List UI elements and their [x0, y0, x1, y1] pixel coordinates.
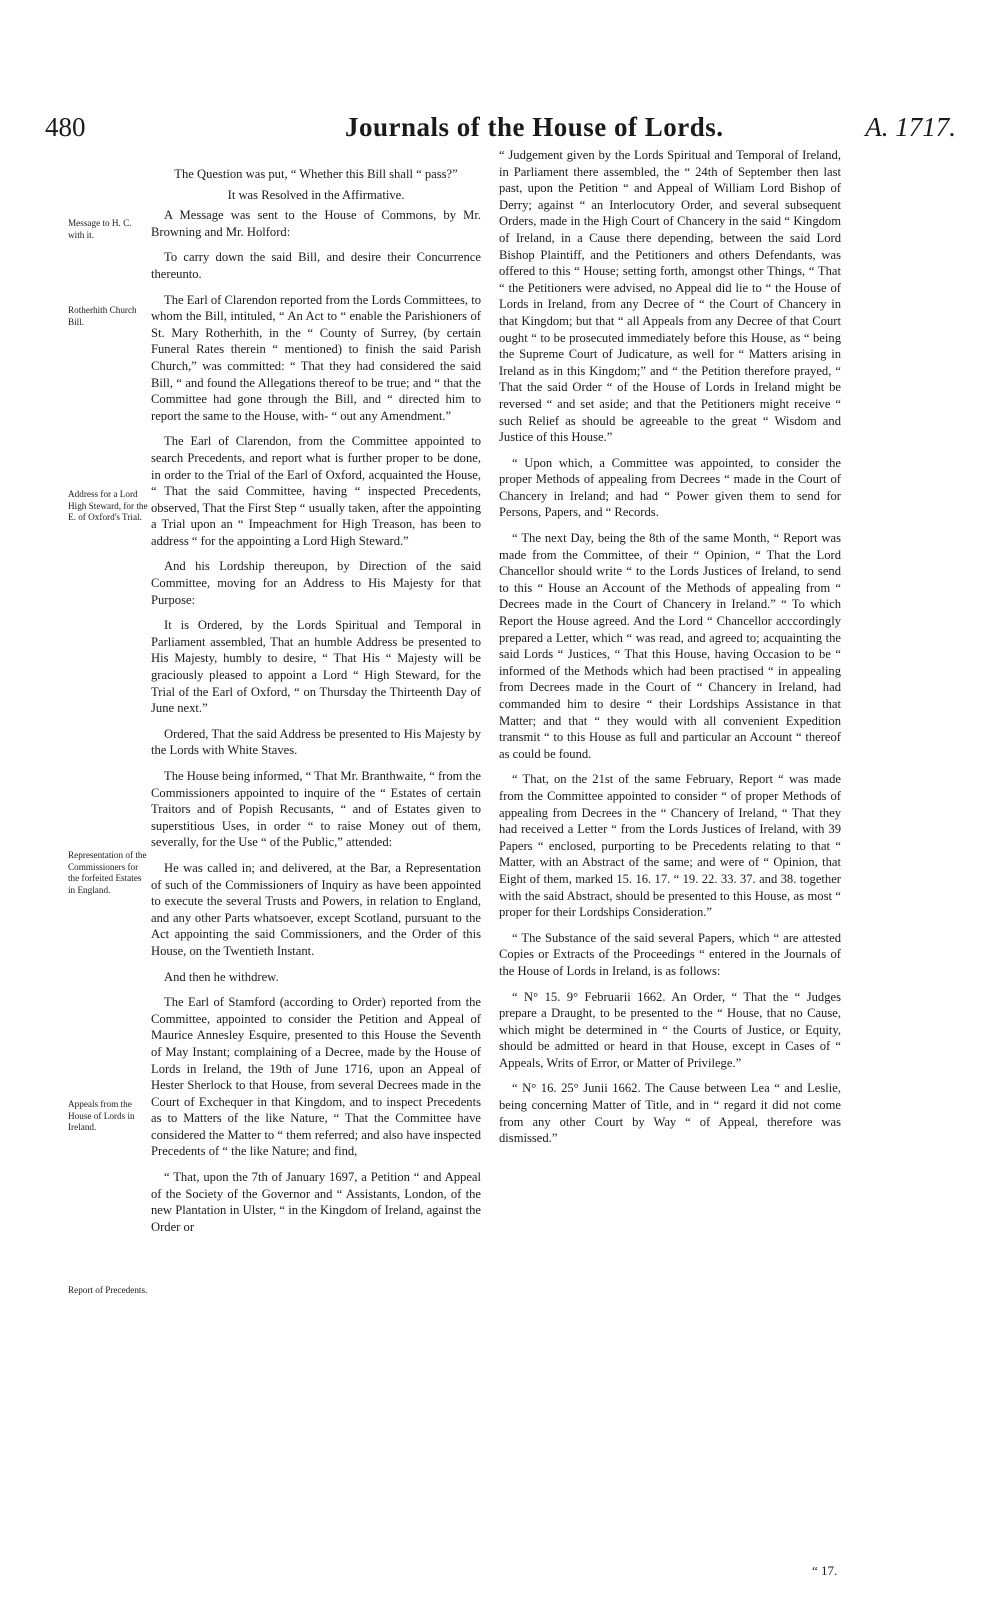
paragraph: The Earl of Clarendon, from the Committee appointed to search Precedents, and report what is further proper to be done, in order to the Trial of the Earl of Oxford, acquainted the House, “ That the said Committee, having “ inspected Precedents, observed, That the First Step “ usually taken, after the appointing a Trial upon an “ Impeachment for High Treason, has been to address “ for the appointing a Lord High Steward.” [151, 434, 481, 548]
paragraph: It was Resolved in the Affirmative. [227, 187, 405, 202]
paragraph: He was called in; and delivered, at the Bar, a Representation of such of the Commissioners of Inquiry as have been appointed to execute the several Trusts and Powers, in relation to England, and any other Parts whatsoever, except Scotland, pursuant to the Act appointing the said Commissioners, and the Order of this House, on the Twentieth Instant. [151, 860, 481, 958]
left-column [151, 166, 481, 1244]
margin-note-rotherhith: Rotherhith Church Bill. [68, 305, 137, 327]
paragraph: “ Upon which, a Committee was appointed, to consider the proper Methods of appealing from Decrees “ made in the Court of Chancery in Ireland; and had “ Power given them to send for Persons, Papers, and “ Records. [499, 455, 841, 520]
paragraph: The Earl of Stamford (according to Order) reported from the Committee, appointed to consider the Petition and Appeal of Maurice Annesley Esquire, presented to this House the Seventh of May Instant; complaining of a Decree, made by the House of Lords in Ireland, the 19th of June 1716, upon an Appeal of Hester Sherlock to that House, from several Decrees made in the Court of Exchequer in that Kingdom, and to inspect Precedents as to Matters of the like Nature, “ That the Committee have considered the Matter to “ them referred; and also have inspected Precedents of “ the like Nature; and find, [151, 995, 481, 1159]
margin-note-report: Report of Precedents. [68, 1285, 148, 1295]
paragraph: “ N° 16. 25° Junii 1662. The Cause between Lea “ and Leslie, being concerning Matter of Title, and in “ regard it did not come from any other Court by Way “ of Appeal, therefore was dismissed.” [499, 1081, 841, 1146]
paragraph: “ That, upon the 7th of January 1697, a Petition “ and Appeal of the Society of the Governor and “ Assistants, London, of the new Plantation in Ulster, “ in the Kingdom of Ireland, against the Order or [151, 1170, 481, 1234]
margin-note-representation: Representation of the Commissioners for the forfeited Estates in England. [68, 850, 147, 895]
paragraph: “ The next Day, being the 8th of the same Month, “ Report was made from the Committee, of their “ Opinion, “ That the Lord Chancellor should write “ to the Lords Justices of Ireland, to send to this “ House an Account of the Methods of appealing from “ Decrees made in the Court of Chancery in Ireland.” “ To which Report the House agreed. And the Lord “ Chancellor acccordingly prepared a Letter, which “ was read, and agreed to; acquainting the said Lords “ Justices, “ That this House, having Occasion to be “ informed of the Methods which had been practised “ in appealing from Decrees made in the Court of “ Chancery in Ireland, had commanded him to desire “ their Lordships Assistance in that Matter; and that “ they would with all convenient Expedition transmit “ to this House as full and particular an Account “ thereof as could be found. [499, 531, 841, 761]
margin-note-appeals: Appeals from the House of Lords in Ireland. [68, 1099, 135, 1132]
paragraph: A Message was sent to the House of Commons, by Mr. Browning and Mr. Holford: [151, 208, 481, 239]
running-header [0, 112, 992, 152]
margin-note-address: Address for a Lord High Steward, for the E. of Oxford's Trial. [68, 489, 148, 522]
year-label: A. 1717. [865, 112, 956, 142]
journal-title: Journals of the House of Lords. [345, 112, 724, 142]
paragraph: “ Judgement given by the Lords Spiritual and Temporal of Ireland, in Parliament there assembled, the “ 24th of September then last past, upon the Petition “ and Appeal of William Lord Bishop of Derry; against “ an Interlocutory Order, and several subsequent Orders, made in the High Court of Chancery in the said “ Kingdom of Ireland, in a Cause there depending, between the said Lord Bishop Plaintiff, and the Petitioners and others Defendants, was offered to this “ House; setting forth, amongst other Things, “ That “ the Petitioners were advised, no Appeal did lie to “ the House of Lords in Ireland, from any Decree of “ the Court of Chancery in that Kingdom; but that “ all Appeals from any Decree of that Court ought “ to be prosecuted immediately before this House, as “ being the Supreme Court of Judicature, as well for “ Matters arising in Ireland as in this Kingdom;” and “ the Petition therefore prayed, “ That the said Order “ of the House of Lords in Ireland might be reversed “ and set aside; and that the Petitioners might receive “ such Relief as should be agreeable to the great “ Wisdom and Justice of this House.” [499, 148, 841, 445]
right-column [499, 147, 841, 1156]
paragraph: And his Lordship thereupon, by Direction of the said Committee, moving for an Address to His Majesty for that Purpose: [151, 559, 481, 607]
paragraph: “ The Substance of the said several Papers, which “ are attested Copies or Extracts of the Proceedings “ entered in the Journals of the House of Lords in Ireland, is as follows: [499, 930, 841, 978]
paragraph: “ That, on the 21st of the same February, Report “ was made from the Committee appointed to consider “ of proper Methods of appealing from Decrees in the “ Chancery of Ireland, “ That they had received a Letter “ from the Lords Justices of Ireland, with 39 Papers “ enclosed, purporting to be Precedents relating to that “ Matter, with an Abstract of the same; and were of “ Opinion, that Eight of them, marked 15. 16. 17. “ 19. 22. 33. 37. and 38. together with the said Abstract, should be presented to this House, as most “ proper for their Lordships Consideration.” [499, 772, 841, 920]
paragraph: The Question was put, “ Whether this Bill shall “ pass?” [174, 167, 458, 181]
paragraph: And then he withdrew. [164, 969, 279, 984]
paragraph: To carry down the said Bill, and desire their Concurrence thereunto. [151, 250, 481, 281]
paragraph: The Earl of Clarendon reported from the Lords Committees, to whom the Bill, intituled, “ An Act to “ enable the Parishioners of St. Mary Rotherhith, in the “ County of Surrey, (by certain Funeral Rates therein “ mentioned) to finish the said Parish Church,” was committed: “ That they had considered the said Bill, “ and found the Allegations thereof to be true; and “ that the Committee had gone through the Bill, and “ directed him to report the same to the House, with- “ out any Amendment.” [151, 292, 481, 423]
page-number: 480 [45, 112, 86, 142]
paragraph: “ N° 15. 9° Februarii 1662. An Order, “ That the “ Judges prepare a Draught, to be presented to the “ House, that no Cause, which might be determined in “ the Courts of Justice, or Equity, should be admitted or heard in that House, except in Cases of “ Appeals, Writs of Error, or Matter of Privilege.” [499, 989, 841, 1070]
catchword: “ 17. [812, 1563, 838, 1578]
margin-note-message: Message to H. C. with it. [68, 218, 132, 240]
paragraph: It is Ordered, by the Lords Spiritual and Temporal in Parliament assembled, That an humble Address be presented to His Majesty, humbly to desire, “ That His “ Majesty will be graciously pleased to appoint a Lord “ High Steward, for the Trial of the Earl of Oxford, “ on Thursday the Thirteenth Day of June next.” [151, 618, 481, 716]
paragraph: Ordered, That the said Address be presented to His Majesty by the Lords with White Staves. [151, 726, 481, 758]
paragraph: The House being informed, “ That Mr. Branthwaite, “ from the Commissioners appointed to inquire of the “ Estates of certain Traitors and of Popish Recusants, “ and of Estates given to superstitious Uses, in order “ to raise Money out of them, severally, for the Use “ of the Public,” attended: [151, 769, 481, 850]
